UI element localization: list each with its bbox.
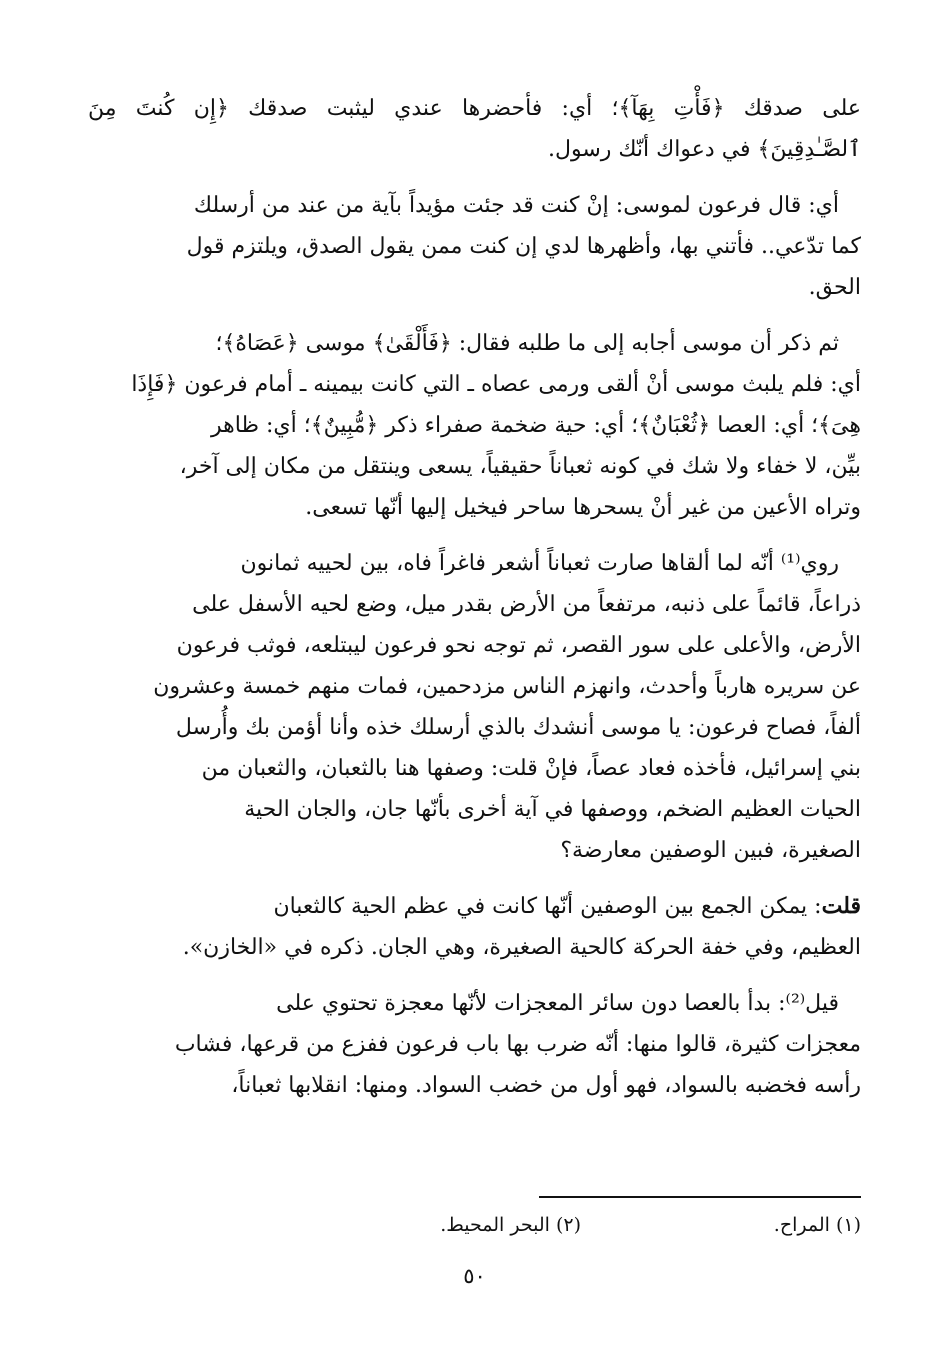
text-line: أي: قال فرعون لموسى: إنْ كنت قد جئت مؤيداً بآية من عند من أرسلك [193, 193, 839, 218]
text-line: بيِّن، لا خفاء ولا شك في كونه ثعباناً حقيقياً، يسعى وينتقل من مكان إلى آخر، [179, 454, 861, 479]
text-line: معجزات كثيرة، قالوا منها: أنّه ضرب بها باب فرعون ففزع من قرعها، فشاب [174, 1032, 861, 1057]
paragraph-5 [88, 886, 861, 968]
text-line: على صدقك ﴿فَأْتِ بِهَآ﴾؛ أي: فأحضرها عندي ليثبت صدقك ﴿إِن كُنتَ مِنَ [88, 96, 861, 121]
text-line: كما تدّعي.. فأتني بها، وأظهرها لدي إن كنت ممن يقول الصدق، ويلتزم قول [186, 234, 861, 259]
text-line: قيل⁽²⁾: بدأ بالعصا دون سائر المعجزات لأنّها معجزة تحتوي على [276, 991, 839, 1016]
text-line: ألفاً، فصاح فرعون: يا موسى أنشدك بالذي أرسلك خذه وأنا أؤمن بك وأُرسل [175, 715, 861, 740]
text-line: عن سريره هارباً وأحدث، وانهزم الناس مزدحمين، فمات منهم خمسة وعشرون [153, 674, 861, 699]
footnote-divider [539, 1196, 861, 1198]
page-number: ٥٠ [463, 1264, 486, 1288]
text-line: ٱلصَّـٰدِقِينَ﴾ في دعواك أنّك رسول. [548, 137, 861, 162]
paragraph-1 [88, 88, 861, 170]
text-line: رأسه فخضبه بالسواد، فهو أول من خضب السواد. ومنها: انقلابها ثعباناً، [231, 1073, 861, 1098]
text-line: ثم ذكر أن موسى أجابه إلى ما طلبه فقال: ﴿فَأَلْقَىٰ﴾ موسى ﴿عَصَاهُ﴾؛ [215, 331, 839, 356]
lead-word: قلت [821, 893, 861, 919]
text-line: بني إسرائيل، فأخذه فعاد عصاً، فإنْ قلت: وصفها هنا بالثعبان، والثعبان من [201, 756, 861, 781]
footnote-1: (١) المراح. [773, 1214, 861, 1236]
paragraph-2 [88, 185, 861, 308]
paragraph-4 [88, 543, 861, 871]
text-line: الأرض، والأعلى على سور القصر، ثم توجه نحو فرعون ليبتلعه، فوثب فرعون [176, 633, 861, 658]
paragraph-3 [88, 323, 861, 528]
text-line: الحق. [808, 275, 861, 300]
text-run: : يمكن الجمع بين الوصفين أنّها كانت في عظم الحية كالثعبان [273, 894, 822, 919]
text-line: ذراعاً، قائماً على ذنبه، مرتفعاً من الأرض بقدر ميل، وضع لحيه الأسفل على [192, 592, 861, 617]
text-line: العظيم، وفي خفة الحركة كالحية الصغيرة، وهي الجان. ذكره في «الخازن». [182, 935, 861, 960]
footnotes [88, 1210, 861, 1240]
footnote-2: (٢) البحر المحيط. [440, 1214, 581, 1236]
text-line: الحيات العظيم الضخم، ووصفها في آية أخرى بأنّها جان، والجان الحية [244, 797, 861, 822]
paragraph-6 [88, 983, 861, 1106]
text-line: هِىَ﴾؛ أي: العصا ﴿ثُعْبَانٌ﴾؛ أي: حية ضخمة صفراء ذكر ﴿مُّبِينٌ﴾؛ أي: ظاهر [211, 413, 861, 438]
text-line: روي⁽¹⁾ أنّه لما ألقاها صارت ثعباناً أشعر فاغراً فاه، بين لحييه ثمانون [240, 551, 839, 576]
text-line: وتراه الأعين من غير أنْ يسحرها ساحر فيخيل إليها أنّها تسعى. [305, 495, 861, 520]
text-line: الصغيرة، فبين الوصفين معارضة؟ [560, 838, 861, 863]
text-line [88, 886, 861, 927]
text-line: أي: فلم يلبث موسى أنْ ألقى ورمى عصاه ـ التي كانت بيمينه ـ أمام فرعون ﴿فَإِذَا [131, 372, 861, 397]
